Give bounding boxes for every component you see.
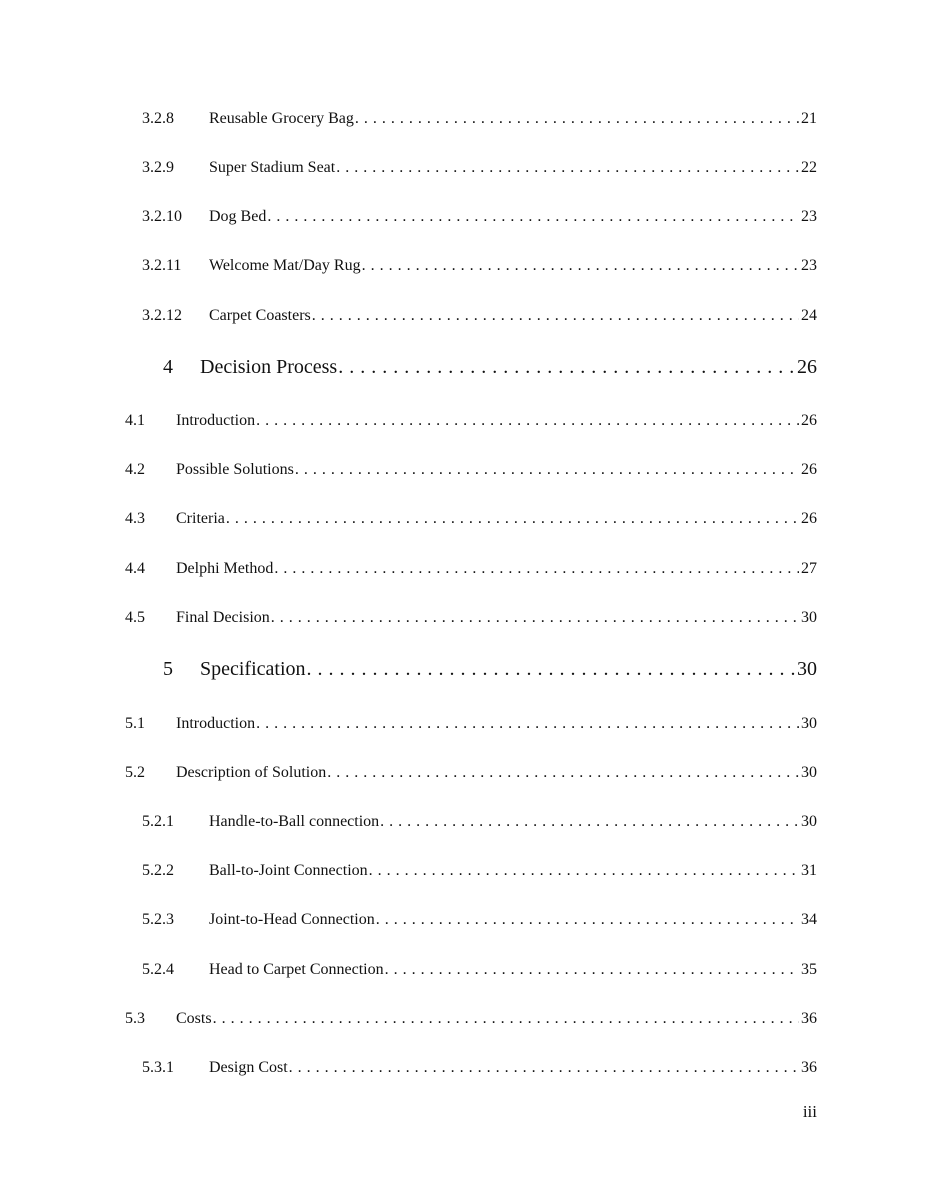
dot-leader bbox=[385, 961, 799, 979]
toc-title: Criteria bbox=[176, 510, 225, 527]
dot-leader bbox=[336, 159, 799, 177]
toc-number: 5 bbox=[163, 658, 173, 680]
toc-number: 4.5 bbox=[125, 609, 145, 626]
toc-entry-5[interactable] bbox=[163, 658, 817, 681]
dot-leader bbox=[295, 461, 799, 479]
toc-number: 3.2.10 bbox=[142, 208, 182, 225]
toc-title: Dog Bed bbox=[209, 208, 267, 225]
dot-leader bbox=[213, 1010, 799, 1028]
toc-entry-4[interactable] bbox=[163, 356, 817, 379]
toc-title: Possible Solutions bbox=[176, 461, 294, 478]
toc-page: 26 bbox=[797, 356, 817, 378]
toc-number: 3.2.11 bbox=[142, 257, 182, 274]
toc-page: 35 bbox=[801, 961, 817, 978]
toc-title: Head to Carpet Connection bbox=[209, 961, 384, 978]
toc-entry-3-2-11[interactable] bbox=[142, 257, 817, 275]
dot-leader bbox=[256, 715, 799, 733]
toc-entry-3-2-8[interactable] bbox=[142, 110, 817, 128]
toc-title: Reusable Grocery Bag bbox=[209, 110, 354, 127]
toc-page: 30 bbox=[801, 715, 817, 732]
toc-page: 23 bbox=[801, 208, 817, 225]
toc-page: 24 bbox=[801, 307, 817, 324]
toc-entry-5-2[interactable] bbox=[125, 764, 817, 782]
dot-leader bbox=[380, 813, 799, 831]
toc-title: Welcome Mat/Day Rug bbox=[209, 257, 361, 274]
toc-entry-5-1[interactable] bbox=[125, 715, 817, 733]
toc-entry-5-2-4[interactable] bbox=[142, 961, 817, 979]
toc-page: 30 bbox=[797, 658, 817, 680]
dot-leader bbox=[289, 1059, 799, 1077]
dot-leader bbox=[226, 510, 799, 528]
toc-number: 4.1 bbox=[125, 412, 145, 429]
toc-title: Costs bbox=[176, 1010, 212, 1027]
toc-number: 5.1 bbox=[125, 715, 145, 732]
toc-page: 30 bbox=[801, 609, 817, 626]
toc-page: 36 bbox=[801, 1010, 817, 1027]
toc-title: Handle-to-Ball connection bbox=[209, 813, 380, 830]
toc-page: 30 bbox=[801, 764, 817, 781]
dot-leader bbox=[376, 911, 799, 929]
toc-page: 22 bbox=[801, 159, 817, 176]
toc-number: 3.2.8 bbox=[142, 110, 174, 127]
toc-page: 34 bbox=[801, 911, 817, 928]
toc-title: Ball-to-Joint Connection bbox=[209, 862, 368, 879]
dot-leader bbox=[327, 764, 799, 782]
toc-number: 4.4 bbox=[125, 560, 145, 577]
dot-leader bbox=[271, 609, 799, 627]
toc-number: 5.2 bbox=[125, 764, 145, 781]
toc-page: 30 bbox=[801, 813, 817, 830]
toc-entry-4-2[interactable] bbox=[125, 461, 817, 479]
toc-entry-3-2-9[interactable] bbox=[142, 159, 817, 177]
toc-title: Final Decision bbox=[176, 609, 270, 626]
toc-entry-4-4[interactable] bbox=[125, 560, 817, 578]
toc-page: 26 bbox=[801, 461, 817, 478]
toc-entry-5-3[interactable] bbox=[125, 1010, 817, 1028]
toc-number: 5.2.3 bbox=[142, 911, 174, 928]
toc-page: 36 bbox=[801, 1059, 817, 1076]
toc-title: Design Cost bbox=[209, 1059, 288, 1076]
dot-leader bbox=[307, 658, 795, 681]
toc-page: 26 bbox=[801, 412, 817, 429]
toc-entry-3-2-10[interactable] bbox=[142, 208, 817, 226]
toc-number: 4.3 bbox=[125, 510, 145, 527]
dot-leader bbox=[267, 208, 799, 226]
dot-leader bbox=[362, 257, 799, 275]
toc-number: 3.2.12 bbox=[142, 307, 182, 324]
toc-title: Introduction bbox=[176, 412, 256, 429]
toc-entry-5-3-1[interactable] bbox=[142, 1059, 817, 1077]
toc-page: 23 bbox=[801, 257, 817, 274]
toc-entry-3-2-12[interactable] bbox=[142, 307, 817, 325]
toc-page: 26 bbox=[801, 510, 817, 527]
toc-number: 3.2.9 bbox=[142, 159, 174, 176]
toc-entry-5-2-1[interactable] bbox=[142, 813, 817, 831]
toc-entry-4-3[interactable] bbox=[125, 510, 817, 528]
dot-leader bbox=[274, 560, 799, 578]
toc-page: 31 bbox=[801, 862, 817, 879]
toc-title: Super Stadium Seat bbox=[209, 159, 336, 176]
toc-number: 4 bbox=[163, 356, 173, 378]
toc-page: 27 bbox=[801, 560, 817, 577]
dot-leader bbox=[369, 862, 799, 880]
toc-title: Description of Solution bbox=[176, 764, 327, 781]
toc-entry-4-5[interactable] bbox=[125, 609, 817, 627]
toc-page: 21 bbox=[801, 110, 817, 127]
dot-leader bbox=[355, 110, 799, 128]
toc-number: 5.2.1 bbox=[142, 813, 174, 830]
toc-entry-4-1[interactable] bbox=[125, 412, 817, 430]
toc-entry-5-2-2[interactable] bbox=[142, 862, 817, 880]
toc-entry-5-2-3[interactable] bbox=[142, 911, 817, 929]
toc-title: Delphi Method bbox=[176, 560, 274, 577]
dot-leader bbox=[256, 412, 799, 430]
toc-title: Carpet Coasters bbox=[209, 307, 311, 324]
toc-number: 5.3 bbox=[125, 1010, 145, 1027]
toc-title: Decision Process bbox=[200, 356, 338, 378]
toc-number: 4.2 bbox=[125, 461, 145, 478]
toc-number: 5.2.2 bbox=[142, 862, 174, 879]
toc-number: 5.2.4 bbox=[142, 961, 174, 978]
page-number: iii bbox=[802, 1102, 817, 1121]
dot-leader bbox=[312, 307, 799, 325]
toc-title: Introduction bbox=[176, 715, 256, 732]
toc-title: Specification bbox=[200, 658, 306, 680]
toc-title: Joint-to-Head Connection bbox=[209, 911, 375, 928]
dot-leader bbox=[338, 356, 795, 379]
toc-number: 5.3.1 bbox=[142, 1059, 174, 1076]
